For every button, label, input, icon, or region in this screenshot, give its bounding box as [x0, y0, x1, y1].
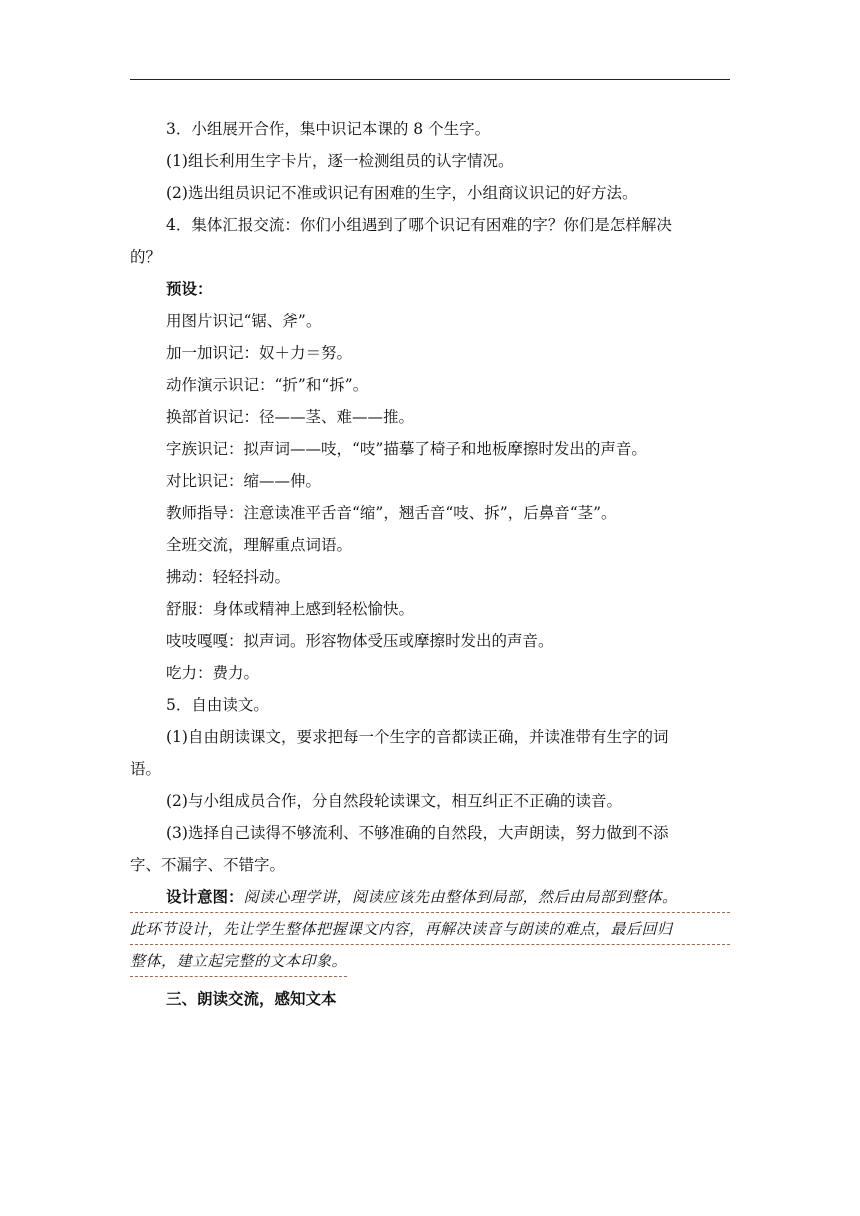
text-line: 吱吱嘎嘎：拟声词。形容物体受压或摩擦时发出的声音。 — [166, 632, 554, 650]
text-line: 拂动：轻轻抖动。 — [166, 568, 291, 586]
section-heading: 三、朗读交流，感知文本 — [166, 990, 337, 1008]
text-line: (2)选出组员识记不准或识记有困难的生字，小组商议识记的好方法。 — [166, 184, 638, 202]
document-body — [130, 113, 730, 1015]
text-line: 预设： — [166, 280, 213, 298]
text-line: 教师指导：注意读准平舌音“缩”，翘舌音“吱、拆”，后鼻音“茎”。 — [166, 504, 617, 522]
text-line: 吃力：费力。 — [166, 664, 260, 682]
text-line: (2)与小组成员合作，分自然段轮读课文，相互纠正不正确的读音。 — [166, 792, 622, 810]
paragraph-lines — [130, 113, 730, 881]
text-line: 动作演示识记：“折”和“拆”。 — [166, 376, 369, 394]
text-line: 全班交流，理解重点词语。 — [166, 536, 353, 554]
text-line: 舒服：身体或精神上感到轻松愉快。 — [166, 600, 415, 618]
text-line: 对比识记：缩——伸。 — [166, 472, 322, 490]
text-line: 语。 — [130, 760, 162, 778]
text-line: 换部首识记：径——茎、难——推。 — [166, 408, 415, 426]
text-line: 5．自由读文。 — [166, 696, 269, 714]
text-line: 的？ — [130, 248, 162, 266]
design-intent-text-3: 整体，建立起完整的文本印象。 — [130, 952, 348, 970]
design-intent-line-2 — [130, 913, 730, 945]
text-line: (3)选择自己读得不够流利、不够准确的自然段，大声朗读，努力做到不添 — [166, 824, 669, 842]
text-line: 用图片识记“锯、斧”。 — [166, 312, 322, 330]
design-intent-text-2: 此环节设计，先让学生整体把握课文内容，再解决读音与朗读的难点，最后回归 — [130, 920, 673, 938]
design-intent-line-3 — [130, 945, 347, 977]
design-intent-block — [130, 881, 730, 977]
text-line: (1)组长利用生字卡片，逐一检测组员的认字情况。 — [166, 152, 514, 170]
text-line: 字、不漏字、不错字。 — [130, 856, 286, 874]
design-intent-text-1: 阅读心理学讲，阅读应该先由整体到局部，然后由局部到整体。 — [243, 888, 678, 906]
text-line: 4．集体汇报交流：你们小组遇到了哪个识记有困难的字？你们是怎样解决 — [166, 216, 672, 234]
text-line: 加一加识记：奴＋力＝努。 — [166, 344, 353, 362]
design-intent-line-1 — [130, 881, 730, 913]
header-rule — [130, 79, 730, 80]
design-intent-label: 设计意图： — [166, 888, 244, 906]
text-line: 3．小组展开合作，集中识记本课的 8 个生字。 — [166, 120, 491, 138]
text-line: 字族识记：拟声词——吱，“吱”描摹了椅子和地板摩擦时发出的声音。 — [166, 440, 647, 458]
text-line: (1)自由朗读课文，要求把每一个生字的音都读正确，并读准带有生字的词 — [166, 728, 669, 746]
